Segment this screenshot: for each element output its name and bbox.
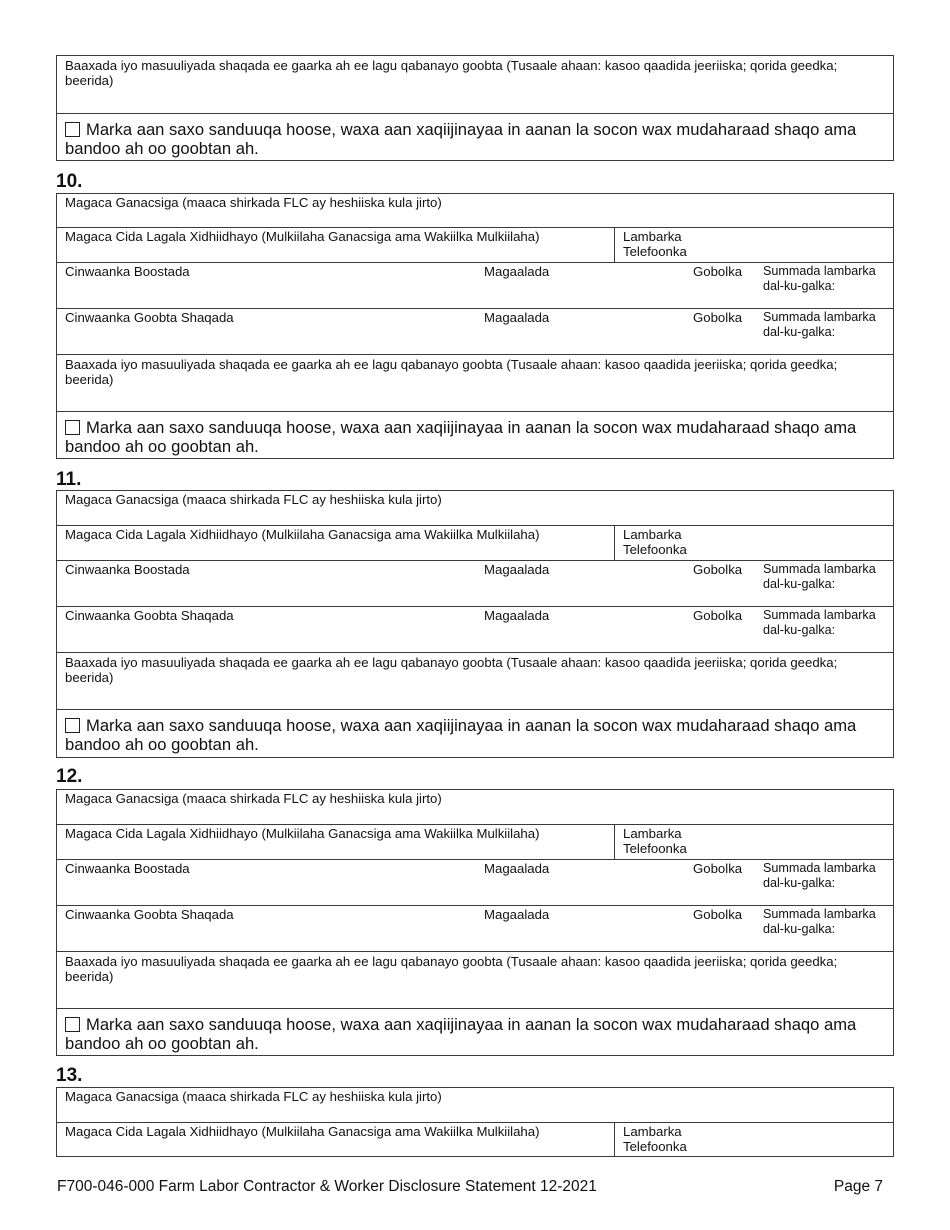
checkbox-statement bbox=[57, 114, 893, 158]
confirm-checkbox[interactable] bbox=[65, 1017, 80, 1032]
responsibilities-label: Baaxada iyo masuuliyada shaqada ee gaarka ah ee lagu qabanayo goobta (Tusaale ahaan: kasoo qaadida jeeriiska; qorida geedka; beerida) bbox=[65, 357, 838, 387]
mailing-address-row[interactable] bbox=[57, 263, 893, 309]
zip-label: Summada lambarka dal-ku-galka: bbox=[763, 608, 876, 637]
legal-name-label: Magaca Cida Lagala Xidhiidhayo (Mulkiilaha Ganacsiga ama Wakiilka Mulkiilaha) bbox=[65, 527, 540, 542]
phone-cell[interactable] bbox=[614, 1123, 687, 1156]
zip-label: Summada lambarka dal-ku-galka: bbox=[763, 264, 876, 293]
phone-label: Lambarka Telefoonka bbox=[623, 1124, 687, 1154]
work-address-label: Cinwaanka Goobta Shaqada bbox=[65, 310, 234, 325]
legal-name-label: Magaca Cida Lagala Xidhiidhayo (Mulkiilaha Ganacsiga ama Wakiilka Mulkiilaha) bbox=[65, 1124, 540, 1139]
city-label: Magaalada bbox=[484, 861, 550, 876]
section-number-11: 11. bbox=[56, 469, 82, 490]
footer-form-id: F700-046-000 Farm Labor Contractor & Worker Disclosure Statement 12-2021 bbox=[57, 1178, 597, 1195]
legal-name-row[interactable] bbox=[57, 1123, 893, 1156]
employer-name-row[interactable] bbox=[57, 194, 893, 228]
confirm-checkbox[interactable] bbox=[65, 420, 80, 435]
checkbox-row bbox=[57, 710, 893, 757]
zip-label: Summada lambarka dal-ku-galka: bbox=[763, 562, 876, 591]
section-12-box bbox=[56, 789, 894, 1056]
work-address-row[interactable] bbox=[57, 607, 893, 653]
state-label: Gobolka bbox=[693, 608, 743, 623]
mailing-address-label: Cinwaanka Boostada bbox=[65, 562, 190, 577]
mailing-address-label: Cinwaanka Boostada bbox=[65, 264, 190, 279]
city-label: Magaalada bbox=[484, 608, 550, 623]
state-label: Gobolka bbox=[693, 562, 743, 577]
section-10-box bbox=[56, 193, 894, 459]
phone-label: Lambarka Telefoonka bbox=[623, 826, 687, 856]
city-label: Magaalada bbox=[484, 907, 550, 922]
legal-name-row[interactable] bbox=[57, 526, 893, 561]
responsibilities-row[interactable] bbox=[57, 653, 893, 710]
checkbox-statement bbox=[57, 1009, 893, 1053]
footer-page-number: Page 7 bbox=[833, 1178, 883, 1195]
state-label: Gobolka bbox=[693, 310, 743, 325]
state-label: Gobolka bbox=[693, 861, 743, 876]
checkbox-statement bbox=[57, 412, 893, 456]
work-address-label: Cinwaanka Goobta Shaqada bbox=[65, 907, 234, 922]
legal-name-label: Magaca Cida Lagala Xidhiidhayo (Mulkiilaha Ganacsiga ama Wakiilka Mulkiilaha) bbox=[65, 826, 540, 841]
phone-cell[interactable] bbox=[614, 228, 687, 262]
responsibilities-label: Baaxada iyo masuuliyada shaqada ee gaarka ah ee lagu qabanayo goobta (Tusaale ahaan: kasoo qaadida jeeriiska; qorida geedka; beerida) bbox=[65, 954, 838, 984]
work-address-label: Cinwaanka Goobta Shaqada bbox=[65, 608, 234, 623]
legal-name-row[interactable] bbox=[57, 825, 893, 860]
checkbox-statement bbox=[57, 710, 893, 754]
responsibilities-label: Baaxada iyo masuuliyada shaqada ee gaarka ah ee lagu qabanayo goobta (Tusaale ahaan: kasoo qaadida jeeriiska; qorida geedka; beerida) bbox=[65, 58, 838, 88]
mailing-address-row[interactable] bbox=[57, 561, 893, 607]
mailing-address-row[interactable] bbox=[57, 860, 893, 906]
city-label: Magaalada bbox=[484, 264, 550, 279]
checkbox-text: Marka aan saxo sanduuqa hoose, waxa aan xaqiijinayaa in aanan la socon wax mudaharaad shaqo ama bandoo ah oo goobtan ah. bbox=[65, 120, 857, 158]
phone-label: Lambarka Telefoonka bbox=[623, 527, 687, 557]
employer-name-label: Magaca Ganacsiga (maaca shirkada FLC ay heshiiska kula jirto) bbox=[65, 492, 442, 507]
section-13-box bbox=[56, 1087, 894, 1157]
employer-name-row[interactable] bbox=[57, 1088, 893, 1123]
responsibilities-row[interactable] bbox=[57, 952, 893, 1009]
employer-name-label: Magaca Ganacsiga (maaca shirkada FLC ay heshiiska kula jirto) bbox=[65, 1089, 442, 1104]
phone-cell[interactable] bbox=[614, 825, 687, 859]
checkbox-row bbox=[57, 1009, 893, 1055]
responsibilities-row[interactable] bbox=[57, 355, 893, 412]
phone-cell[interactable] bbox=[614, 526, 687, 560]
responsibilities-label: Baaxada iyo masuuliyada shaqada ee gaarka ah ee lagu qabanayo goobta (Tusaale ahaan: kasoo qaadida jeeriiska; qorida geedka; beerida) bbox=[65, 655, 838, 685]
mailing-address-label: Cinwaanka Boostada bbox=[65, 861, 190, 876]
confirm-checkbox[interactable] bbox=[65, 718, 80, 733]
state-label: Gobolka bbox=[693, 907, 743, 922]
phone-label: Lambarka Telefoonka bbox=[623, 229, 687, 259]
section-number-12: 12. bbox=[56, 766, 83, 787]
employer-name-label: Magaca Ganacsiga (maaca shirkada FLC ay heshiiska kula jirto) bbox=[65, 791, 442, 806]
employer-name-row[interactable] bbox=[57, 491, 893, 526]
legal-name-label: Magaca Cida Lagala Xidhiidhayo (Mulkiilaha Ganacsiga ama Wakiilka Mulkiilaha) bbox=[65, 229, 540, 244]
confirm-checkbox[interactable] bbox=[65, 122, 80, 137]
section-number-13: 13. bbox=[56, 1065, 83, 1086]
work-address-row[interactable] bbox=[57, 906, 893, 952]
checkbox-text: Marka aan saxo sanduuqa hoose, waxa aan xaqiijinayaa in aanan la socon wax mudaharaad shaqo ama bandoo ah oo goobtan ah. bbox=[65, 716, 857, 754]
work-address-row[interactable] bbox=[57, 309, 893, 355]
zip-label: Summada lambarka dal-ku-galka: bbox=[763, 907, 876, 936]
responsibilities-row[interactable] bbox=[57, 56, 893, 114]
checkbox-row bbox=[57, 114, 893, 161]
checkbox-text: Marka aan saxo sanduuqa hoose, waxa aan xaqiijinayaa in aanan la socon wax mudaharaad shaqo ama bandoo ah oo goobtan ah. bbox=[65, 1015, 857, 1053]
zip-label: Summada lambarka dal-ku-galka: bbox=[763, 861, 876, 890]
section-number-10: 10. bbox=[56, 171, 83, 192]
employer-name-row[interactable] bbox=[57, 790, 893, 825]
city-label: Magaalada bbox=[484, 310, 550, 325]
employer-name-label: Magaca Ganacsiga (maaca shirkada FLC ay heshiiska kula jirto) bbox=[65, 195, 442, 210]
section-9-tail-box bbox=[56, 55, 894, 161]
state-label: Gobolka bbox=[693, 264, 743, 279]
city-label: Magaalada bbox=[484, 562, 550, 577]
legal-name-row[interactable] bbox=[57, 228, 893, 263]
zip-label: Summada lambarka dal-ku-galka: bbox=[763, 310, 876, 339]
checkbox-text: Marka aan saxo sanduuqa hoose, waxa aan xaqiijinayaa in aanan la socon wax mudaharaad shaqo ama bandoo ah oo goobtan ah. bbox=[65, 418, 857, 456]
checkbox-row bbox=[57, 412, 893, 459]
section-11-box bbox=[56, 490, 894, 758]
